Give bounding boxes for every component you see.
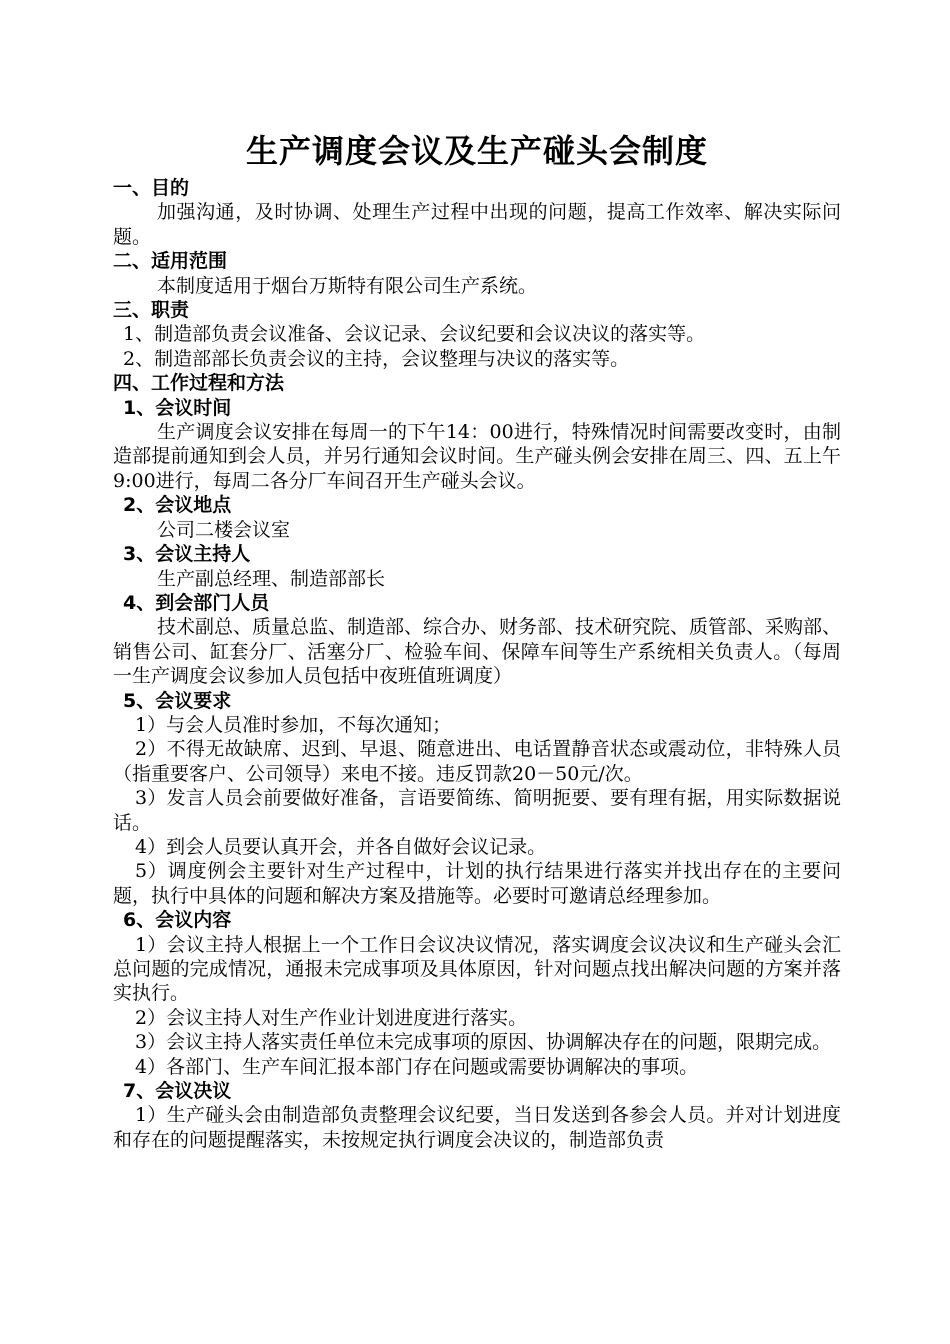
list-item: 2）会议主持人对生产作业计划进度进行落实。 xyxy=(135,1006,528,1029)
section-heading: 三、职责 xyxy=(113,299,190,322)
list-item: 4）各部门、生产车间汇报本部门存在问题或需要协调解决的事项。 xyxy=(135,1055,699,1078)
document-body xyxy=(113,176,841,1152)
paragraph: 生产副总经理、制造部部长 xyxy=(157,567,386,590)
subsection-heading: 2、会议地点 xyxy=(123,494,232,517)
document-page xyxy=(113,128,841,1152)
list-item: 4）到会人员要认真开会，并各自做好会议记录。 xyxy=(135,835,547,858)
subsection-heading: 4、到会部门人员 xyxy=(123,591,270,614)
list-item: 1）会议主持人根据上一个工作日会议决议情况，落实调度会议决议和生产碰头会汇总问题的完成情况，通报未完成事项及具体原因，针对问题点找出解决问题的方案并落实执行。 xyxy=(113,933,841,1005)
paragraph: 技术副总、质量总监、制造部、综合办、财务部、技术研究院、质管部、采购部、销售公司、缸套分厂、活塞分厂、检验车间、保障车间等生产系统相关负责人。（每周一生产调度会议参加人员包括中夜班值班调度） xyxy=(113,616,842,688)
subsection-heading: 5、会议要求 xyxy=(123,689,232,712)
subsection-heading: 3、会议主持人 xyxy=(123,543,251,566)
list-item: 2）不得无故缺席、迟到、早退、随意进出、电话置静音状态或震动位，非特殊人员（指重要客户、公司领导）来电不接。违反罚款20－50元/次。 xyxy=(113,738,841,785)
numbered-item: 1、制造部负责会议准备、会议记录、会议纪要和会议决议的落实等。 xyxy=(123,323,706,346)
numbered-item: 2、制造部部长负责会议的主持，会议整理与决议的落实等。 xyxy=(123,347,630,370)
section-heading: 二、适用范围 xyxy=(113,250,228,273)
list-item: 3）发言人员会前要做好准备，言语要简练、简明扼要、要有理有据，用实际数据说话。 xyxy=(113,787,841,834)
subsection-heading: 7、会议决议 xyxy=(123,1080,232,1103)
section-heading: 四、工作过程和方法 xyxy=(113,372,285,395)
list-item: 3）会议主持人落实责任单位未完成事项的原因、协调解决存在的问题，限期完成。 xyxy=(135,1031,832,1054)
list-item: 1）生产碰头会由制造部负责整理会议纪要，当日发送到各参会人员。并对计划进度和存在的问题提醒落实，未按规定执行调度会决议的，制造部负责 xyxy=(113,1104,841,1151)
paragraph: 加强沟通，及时协调、处理生产过程中出现的问题，提高工作效率、解决实际问题。 xyxy=(113,201,841,248)
paragraph: 生产调度会议安排在每周一的下午14：00进行，特殊情况时间需要改变时，由制造部提前通知到会人员，并另行通知会议时间。生产碰头例会安排在周三、四、五上午9:00进行，每周二各分厂车间召开生产碰头会议。 xyxy=(113,421,841,492)
subsection-heading: 1、会议时间 xyxy=(123,396,232,419)
list-item: 1）与会人员准时参加，不每次通知； xyxy=(135,713,452,736)
subsection-heading: 6、会议内容 xyxy=(123,909,232,932)
paragraph: 公司二楼会议室 xyxy=(157,518,291,541)
list-item: 5）调度例会主要针对生产过程中，计划的执行结果进行落实并找出存在的主要问题，执行中具体的问题和解决方案及措施等。必要时可邀请总经理参加。 xyxy=(113,860,841,907)
section-heading: 一、目的 xyxy=(113,177,190,199)
document-title: 生产调度会议及生产碰头会制度 xyxy=(245,132,708,170)
paragraph: 本制度适用于烟台万斯特有限公司生产系统。 xyxy=(157,274,538,297)
